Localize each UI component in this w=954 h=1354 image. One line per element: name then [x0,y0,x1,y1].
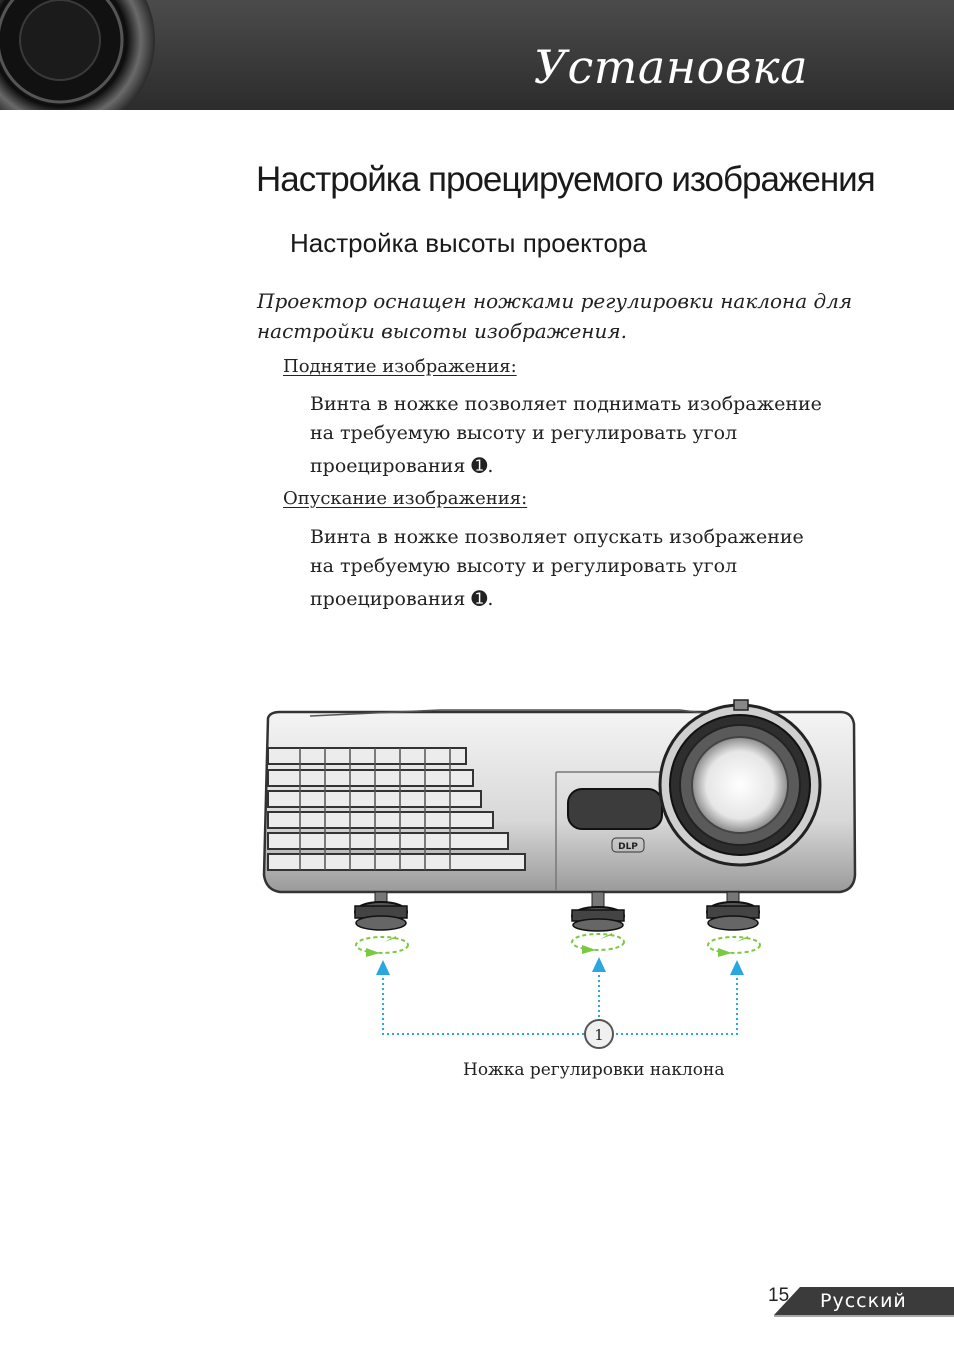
lower-paragraph [310,523,880,614]
raise-line-1: Винта в ножке позволяет поднимать изображение [310,393,822,415]
raise-line-2: на требуемую высоту и регулировать угол [310,422,738,444]
section-subtitle: Настройка высоты проектора [290,228,647,258]
raise-callout-marker: ➊ [471,455,488,477]
guide-arrowheads [376,957,744,975]
dlp-logo-text: DLP [618,842,638,852]
ir-sensor-window [568,789,662,829]
rotation-arrows [356,934,760,953]
raise-paragraph [310,390,880,481]
raise-line-3 [310,452,880,481]
projector-lens [692,737,788,833]
lens-graphic [0,0,160,110]
lower-line-3-text: проецирования [310,588,466,610]
raise-line-3-text: проецирования [310,455,466,477]
lower-callout-marker: ➊ [471,588,488,610]
footer-language: Русский [820,1290,907,1312]
header-banner [0,0,954,110]
lower-heading: Опускание изображения: [283,488,528,509]
guide-lines [383,970,737,1034]
rotation-arrowheads [366,933,748,957]
lower-line-3 [310,585,880,614]
projector-illustration [240,690,880,1060]
tilt-foot-center [572,892,624,931]
section-title: Настройка проецируемого изображения [256,160,875,199]
raise-heading: Поднятие изображения: [283,356,517,377]
tilt-foot-right [707,892,759,930]
lower-line-end: . [487,588,494,610]
raise-line-end: . [487,455,494,477]
tilt-foot-left [355,892,407,930]
lower-line-2: на требуемую высоту и регулировать угол [310,555,738,577]
lower-line-1: Винта в ножке позволяет опускать изображение [310,526,804,548]
callout-number: 1 [594,1026,604,1044]
figure-caption: Ножка регулировки наклона [463,1060,725,1080]
page-number: 15 [768,1285,790,1306]
intro-text: Проектор оснащен ножками регулировки наклона для настройки высоты изображения. [257,289,853,343]
chapter-title: Установка [533,40,808,94]
